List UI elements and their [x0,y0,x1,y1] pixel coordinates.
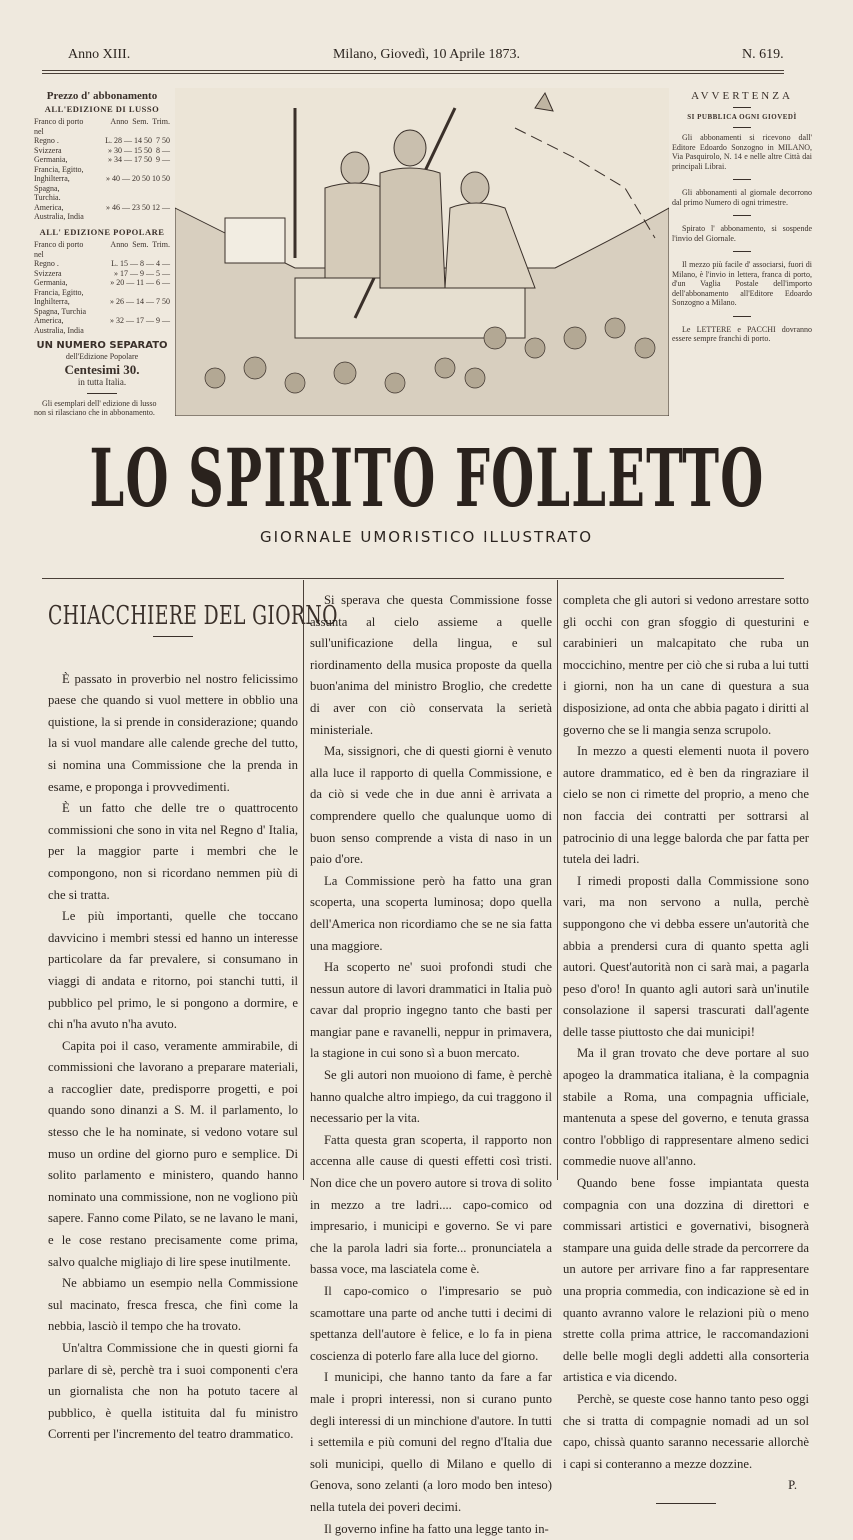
article-column-1 [48,601,338,1446]
price-values: » 30 — 15 50 8 — [108,145,170,155]
column-divider [557,580,558,1180]
price-row [34,155,170,174]
single-price: Centesimi 30. [64,361,140,377]
paragraph: I municipi, che hanno tanto da fare a far male i propri interessi, non si curano punto degli interessi di un minchione d'autore. In tutti i settemila e più comuni del regno d'Italia due soli municipi, quello di Milano e quello di Genova, sono zelanti (a loro modo ben inteso) nella tutela dei poveri decimi. [310,1370,552,1514]
column-divider [303,580,304,1180]
prices-title: Prezzo d' abbonamento [46,90,158,102]
paragraph: Ma, sissignori, che di questi giorni è venuto alla luce il rapporto di quella Commissione, e da ciò si vede che in due anni è arrivata a comprendere quello che qualunque uomo di buon senso comprende a vista di naso in un paio d'ore. [310,744,552,867]
paragraph: Le più importanti, quelle che toccano davvicino i membri stessi ed hanno un interesse particolare da far prevalere, si consumano in viaggi di andata e ritorno, poi stanchi tutti, il pubblico pel primo, le si pongono a dormire, e chi n'ha avuto n'ha avuto. [48,909,298,1032]
article-column-3 [563,590,809,1510]
col-headers: Anno Sem. Trim. [110,240,170,249]
paragraph: Il governo infine ha fatto una legge tanto in- [324,1521,549,1536]
issue-number: N. 619. [742,47,784,62]
price-place: America, Australia, India [34,202,84,221]
paragraph: Il capo-comico o l'impresario se può scamottare una parte od anche tutti i decimi di spettanza dell'autore è felice, e lo fa in piena coscienza di poterlo fare alla luce del giorno. [310,1284,552,1363]
price-row [34,297,170,316]
article-signature: P. [788,1478,797,1493]
price-row [34,269,170,279]
end-rule [656,1503,716,1504]
newspaper-title: LO SPIRITO FOLLETTO [89,431,764,525]
paragraph: Se gli autori non muoiono di fame, è perchè hanno qualche altro impiego, da cui traggono il necessario per la vita. [310,1068,552,1126]
avvertenza-title: AVVERTENZA [691,90,793,102]
price-row [34,174,170,203]
price-row [34,146,170,156]
single-edition: dell'Edizione Popolare [65,352,139,361]
article-heading: CHIACCHIERE DEL GIORNO [48,601,338,631]
price-values: L. 28 — 14 50 7 50 [105,136,170,145]
price-row [34,278,170,297]
lusso-heading: ALL'EDIZIONE DI LUSSO [44,103,160,114]
price-place: Svizzera [34,268,62,278]
issue-year: Anno XIII. [68,47,131,62]
popolare-heading: ALL' EDIZIONE POPOLARE [39,226,165,237]
paragraph: Un'altra Commissione che in questi giorni fa parlare di sè, perchè tra i suoi componenti c'era un giornalista che non ha potuto tacere al pubblico, è quella istituita dal fu ministro Correnti per l'incremento del teatro drammatico. [48,1341,298,1442]
ornament-rule [153,636,193,637]
paragraph: Fatta questa gran scoperta, il rapporto non accenna alle cause di questi effetti così tristi. Non dice che un povero autore si trova di solito in mezzo a tre ladri.... capo-comico od impresario, i municipi e governo. Se vi pare che la parola ladri sia forte... pronunciatela a bassa voce, ma lasciatela come è. [310,1132,552,1277]
price-values: » 40 — 20 50 10 50 [106,174,170,183]
price-values: » 46 — 23 50 12 — [106,202,170,212]
paragraph: Ha scoperto ne' suoi profondi studi che nessun autore di lavori drammatici in Italia può cavar dal proprio ingegno tanto che basti per mangiar pane e ravanelli, neppur in primavera, la stagione in cui sono sì a buon mercato. [310,960,552,1061]
price-place: America, Australia, India [34,316,84,335]
price-values: L. 15 — 8 — 4 — [111,259,170,268]
price-row [34,203,170,222]
paragraph: Quando bene fosse impiantata questa compagnia con una dozzina di direttori e commissari artistici e governativi, bisognerà stampare una guida delle strade da percorrere da un autore per arrivare fino a far rappresentare una propria commedia, con indicazione sè ed in quanto avranno valore le relazioni più o meno strette colla prima attrice, le raccomandazioni delle belle mogli degli addetti alla consorteria artistica e via dicendo. [563,1176,809,1385]
price-values: » 17 — 9 — 5 — [114,268,170,278]
paragraph: Ne abbiamo un esempio nella Commissione sul macinato, fresca fresca, che finì come la nebbia, lasciò il tempo che ha trovato. [48,1276,298,1334]
lusso-note: Gli esemplari dell' edizione di lusso non si rilasciano che in abbonamento. [34,398,157,417]
price-values: » 32 — 17 — 9 — [110,316,170,325]
price-row [34,136,170,146]
subscription-prices [34,92,170,418]
price-place: Inghilterra, Spagna, Turchia. [34,174,70,202]
price-row [34,316,170,335]
single-issue-label: UN NUMERO SEPARATO [36,340,168,351]
price-place: Germania, Francia, Egitto, [34,155,84,174]
paragraph: Ma il gran trovato che deve portare al suo apogeo la drammatica italiana, è la compagnia stabile a Roma, una compagnia ufficiale, mantenuta a spese del governo, e tenuta grassa contro l'obbligo di rappresentare almeno sedici commedie nuove all'anno. [563,1046,809,1169]
avvertenza-box [672,92,812,344]
col-headers: Anno Sem. Trim. [110,117,170,126]
col-label: Franco di porto nel [34,240,84,259]
header-rule-2 [42,73,784,74]
price-values: » 26 — 14 — 7 50 [110,297,170,306]
price-place: Inghilterra, Spagna, Turchia [34,297,86,316]
newspaper-subtitle: GIORNALE UMORISTICO ILLUSTRATO [259,528,594,546]
paragraph: La Commissione però ha fatto una gran scoperta, una scoperta luminosa; dopo quella dell'America non ricordiamo che se ne sia fatta una maggiore. [310,873,552,953]
price-place: Germania, Francia, Egitto, [34,278,84,297]
issue-date: Milano, Giovedì, 10 Aprile 1873. [332,47,521,62]
price-place: Svizzera [34,145,62,155]
paragraph: completa che gli autori si vedono arrestare sotto gli occhi con gran sfoggio di questurini e carabinieri un malcapitato che ruba un moccichino, mentre per ciò che si ruba a lui tutti i giorni, non ha un cane di questura a sua disposizione, ad onta che abbia pagato i diritti al governo che se li mangia senza scrupolo. [563,593,809,737]
price-row [34,259,170,269]
paragraph: Si sperava che questa Commissione fosse assunta al cielo assieme a quelle sull'unificazione della lingua, e sul riordinamento della musica proposte da quella buon'anima del ministro Broglio, che credette di aver con ciò conservata la serietà ministeriale. [310,593,552,737]
price-place: Regno . [34,136,59,145]
paragraph: In mezzo a questi elementi nuota il povero autore drammatico, ed è ben da ringraziare il cielo se non ci rimette del proprio, a meno che non faccia dei contratti per sottrarsi al patrocinio di una legge balorda che par fatta per tutela dei ladri. [563,744,809,867]
paragraph: I rimedi proposti dalla Commissione sono vari, ma non servono a nulla, perchè suppongono che vi debba essere un'autorità che abbia a prendersi cura di quanto spetta agli autori. Quest'autorità non ci sarà mai, a pagarla peso d'oro! In quanto agli autori sarà un'inutile consolazione il sapersi trascurati dall'agente delle tasse piuttosto che dai municipi! [563,873,809,1039]
paragraph: È passato in proverbio nel nostro felicissimo paese che quando si vuol mettere in obblio una quistione, la si prende in considerazione; quando la si vuol mandare alle calende greche del tutto, si nomina una Commissione che la prenda in esame, e proponga i provvedimenti. [48,671,298,794]
paragraph: Capita poi il caso, veramente ammirabile, di commissioni che lavorano a preparare materiali, a raccoglier date, predisporre progetti, e poi quando sono dinanzi a S. M. il parlamento, lo stesso che le ha nominate, si vedono votare sul muso un ordine del giorno puro e semplice. Di solito parlamento e ministero, quando hanno nominato una commissione, non ne vogliono più sapere. Fanno come Pilato, se ne lavano le mani, e le cose restano precisamente come prima, salvo qualche migliajo di lire spese inutilmente. [48,1038,298,1269]
avvertenza-subtitle: SI PUBBLICA OGNI GIOVEDÌ [687,112,797,121]
avvertenza-paragraph: Le LETTERE e PACCHI dovranno essere sempre franchi di porto. [672,324,812,343]
avvertenza-paragraph: Spirato l' abbonamento, si sospende l'invio del Giornale. [672,224,812,243]
masthead-illustration [175,88,669,416]
header-rule [42,70,784,71]
single-scope: in tutta Italia. [77,376,127,387]
avvertenza-paragraph: Il mezzo più facile d' associarsi, fuori di Milano, è l'invio in lettera, franca di porto, d'un Vaglia Postale dell'importo dell'abbonamento all'Editore Edoardo Sonzogno a Milano. [672,260,812,307]
price-values: » 20 — 11 — 6 — [110,278,170,287]
article-column-2 [310,590,552,1540]
title-rule [42,578,784,579]
col-label: Franco di porto nel [34,117,84,136]
avvertenza-paragraph: Gli abbonamenti al giornale decorrono dal primo Numero di ogni trimestre. [672,188,812,207]
price-place: Regno . [34,259,59,268]
avvertenza-paragraph: Gli abbonamenti si ricevono dall' Editore Edoardo Sonzogno in MILANO, Via Pasquirolo, N. 14 e nelle altre Città dai principali Librai. [672,133,812,171]
price-values: » 34 — 17 50 9 — [108,155,170,164]
paragraph: È un fatto che delle tre o quattrocento commissioni che sono in vita nel Regno d' Italia, per la maggior parte i membri che le compongono, non si ricordano nemmen più di che si tratta. [48,801,298,902]
paragraph: Perchè, se queste cose hanno tanto peso oggi che si tratta di compagnie nomadi ad un sol capo, chissà quanto saranno necessarie allorchè i capi si conteranno a mezze dozzine. [563,1391,809,1471]
